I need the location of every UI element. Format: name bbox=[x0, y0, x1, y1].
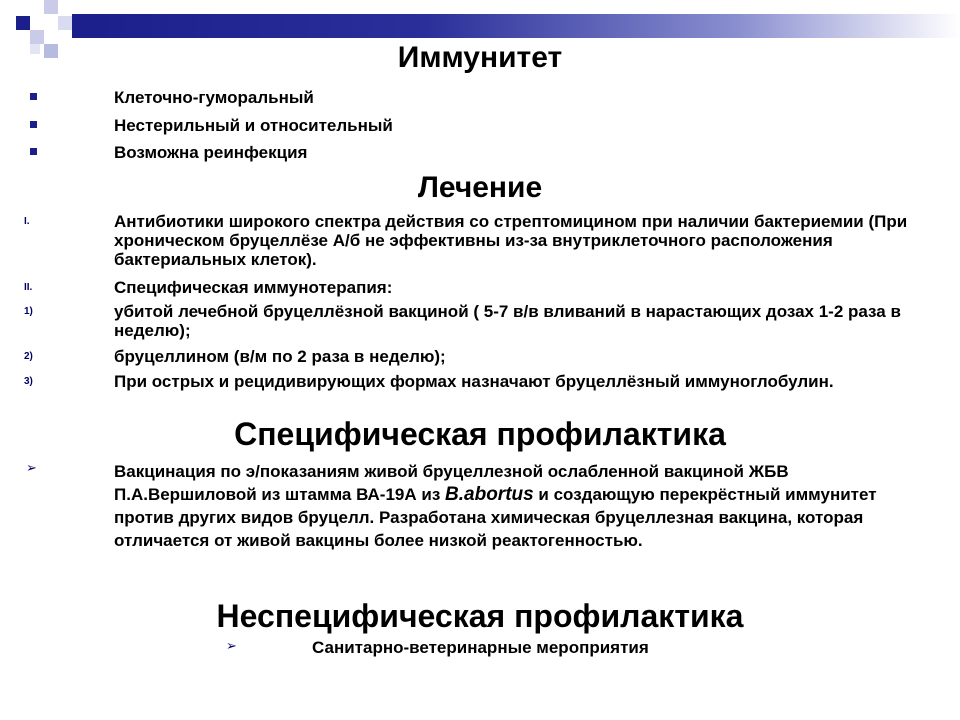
specific-prophylaxis-text bbox=[114, 460, 934, 552]
pathogen-name: B.abortus bbox=[445, 484, 534, 505]
square-bullet-icon bbox=[30, 148, 37, 155]
treatment-item-text: При острых и рецидивирующих формах назначают бруцеллёзный иммуноглобулин. bbox=[114, 372, 834, 391]
arrow-bullet-icon: ➢ bbox=[26, 460, 37, 475]
treatment-item-text: убитой лечебной бруцеллёзной вакциной ( 5-7 в/в вливаний в нарастающих дозах 1-2 раза в неделю); bbox=[114, 302, 901, 340]
arrow-bullet-icon: ➢ bbox=[226, 638, 237, 653]
heading-treatment: Лечение bbox=[417, 171, 543, 204]
heading-nonspecific-prophylaxis: Неспецифическая профилактика bbox=[216, 598, 744, 634]
treatment-item-text: Специфическая иммунотерапия: bbox=[114, 278, 393, 297]
square-bullet-icon bbox=[30, 121, 37, 128]
immunity-item-text: Нестерильный и относительный bbox=[114, 116, 393, 135]
list-marker: 3) bbox=[24, 376, 33, 387]
immunity-item-text: Клеточно-гуморальный bbox=[114, 88, 314, 107]
square-bullet-icon bbox=[30, 93, 37, 100]
list-marker: 1) bbox=[24, 306, 33, 317]
header-bar bbox=[72, 14, 960, 38]
heading-specific-prophylaxis: Специфическая профилактика bbox=[234, 416, 726, 452]
vaccine-text-start: Вакцинация по э/показаниям живой бруцеллезной ослабленной вакциной ЖБВ П.А.Вершиловой из штамма ВА-19А из bbox=[114, 462, 789, 504]
nonspecific-prophylaxis-text: Санитарно-ветеринарные мероприятия bbox=[312, 638, 649, 657]
vaccine-text-end: и создающую перекрёстный иммунитет против других видов бруцелл. Разработана химическая бруцеллезная вакцина, которая отличается от живой вакцины более низкой реактогенностью. bbox=[114, 485, 877, 550]
treatment-item-text: Антибиотики широкого спектра действия со стрептомицином при наличии бактериемии (При хроническом бруцеллёзе А/б не эффективны из-за внутриклеточного расположения бактериальных клеток). bbox=[114, 212, 908, 269]
treatment-item-text: бруцеллином (в/м по 2 раза в неделю); bbox=[114, 347, 446, 366]
list-marker: II. bbox=[24, 282, 33, 293]
list-marker: I. bbox=[24, 216, 30, 227]
list-marker: 2) bbox=[24, 351, 33, 362]
heading-immunity: Иммунитет bbox=[397, 41, 563, 74]
immunity-item-text: Возможна реинфекция bbox=[114, 143, 308, 162]
